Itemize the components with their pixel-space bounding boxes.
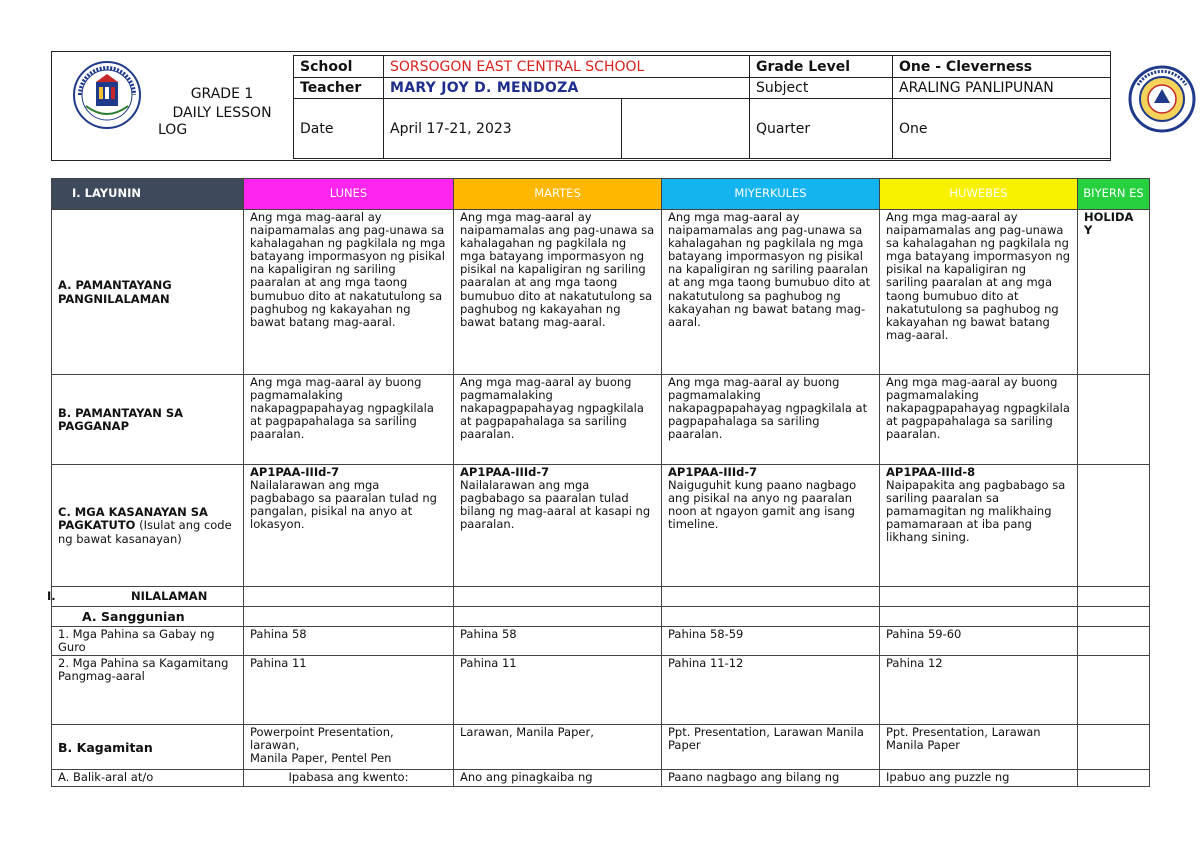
date-empty-cell [622, 99, 750, 159]
cell-martes: Larawan, Manila Paper, [454, 725, 662, 770]
cell-lunes [244, 725, 454, 770]
cell-biyernes [1078, 607, 1150, 627]
teacher-value: MARY JOY D. MENDOZA [384, 78, 750, 99]
school-seal-icon [1128, 65, 1196, 133]
nilalaman-label: NILALAMAN [131, 589, 208, 604]
row-label-pamantayang-pangnilalaman: A. PAMANTAYANG PANGNILALAMAN [52, 210, 244, 375]
table-row [52, 375, 1150, 465]
competency-text: Nailalarawan ang mga pagbabago sa paaralan tulad bilang ng mag-aaral at kasapi ng paaralan. [460, 478, 651, 532]
cell-biyernes [1078, 656, 1150, 725]
cell-biyernes [1078, 375, 1150, 465]
table-row [52, 210, 1150, 375]
cell-martes [454, 465, 662, 587]
cell-huwebes: Pahina 59-60 [880, 627, 1078, 656]
subject-label: Subject [750, 78, 893, 99]
header-layunin: I. LAYUNIN [52, 179, 244, 210]
competency-code: AP1PAA-IIId-7 [668, 465, 758, 479]
cell-miyerkules [662, 587, 880, 607]
cell-huwebes [880, 607, 1078, 627]
title-line-1: GRADE 1 [190, 86, 254, 102]
cell-miyerkules [662, 607, 880, 627]
cell-martes: Ang mga mag-aaral ay naipamamalas ang pag-unawa sa kahalagahan ng pagkilala ng mga batayang impormasyon ng pisikal na kapaligiran ng sariling paaralan at ang mga taong bumubuo dito at nakatutulong sa paghubog ng kakayahan ng bawat batang mag-aaral. [454, 210, 662, 375]
cell-miyerkules: Paano nagbago ang bilang ng [662, 770, 880, 787]
cell-martes: Ang mga mag-aaral ay buong pagmamalaking nakapagpapahayag ngpagkilala at pagpapahalaga sa sariling paaralan. [454, 375, 662, 465]
cell-martes [454, 607, 662, 627]
cell-biyernes [1078, 627, 1150, 656]
table-row [52, 607, 1150, 627]
competency-text: Naiguguhit kung paano nagbago ang pisikal na anyo ng paaralan noon at ngayon gamit ang isang timeline. [668, 478, 857, 532]
kagamitan-line: larawan, [250, 738, 300, 753]
cell-martes [454, 587, 662, 607]
cell-lunes: Pahina 58 [244, 627, 454, 656]
competency-text: Nailalarawan ang mga pagbabago sa paaralan tulad ng pangalan, pisikal na anyo at lokasyon. [250, 478, 437, 532]
table-row [52, 725, 1150, 770]
cell-huwebes: Ipabuo ang puzzle ng [880, 770, 1078, 787]
cell-lunes: Pahina 11 [244, 656, 454, 725]
row-label-nilalaman [47, 587, 244, 607]
cell-lunes: Ipabasa ang kwento: [244, 770, 454, 787]
row-label-kagamitan: B. Kagamitan [52, 725, 244, 770]
table-row [52, 656, 1150, 725]
header-biyernes: BIYERN ES [1078, 179, 1150, 210]
table-row [52, 627, 1150, 656]
header-lunes: LUNES [244, 179, 454, 210]
row-label-kasanayan [52, 465, 244, 587]
kasanayan-label-bold: C. MGA KASANAYAN SA PAGKATUTO [58, 505, 208, 533]
cell-miyerkules: Pahina 11-12 [662, 656, 880, 725]
grade-level-label: Grade Level [750, 56, 893, 78]
cell-huwebes [880, 465, 1078, 587]
nilalaman-roman: I. [47, 589, 56, 604]
title-line-2: DAILY LESSON [172, 105, 272, 121]
table-row [52, 770, 1150, 787]
cell-lunes [244, 607, 454, 627]
cell-lunes [244, 465, 454, 587]
title-line-3: LOG [158, 122, 188, 138]
header-huwebes: HUWEBES [880, 179, 1078, 210]
grade-level-value: One - Cleverness [893, 56, 1111, 78]
cell-martes: Ano ang pinagkaiba ng [454, 770, 662, 787]
row-label-pamantayan-pagganap: B. PAMANTAYAN SA PAGGANAP [52, 375, 244, 465]
date-label: Date [294, 99, 384, 159]
header-info-table [293, 55, 1111, 159]
cell-lunes: Ang mga mag-aaral ay naipamamalas ang pag-unawa sa kahalagahan ng pagkilala ng mga batayang impormasyon ng pisikal na kapaligiran ng sariling paaralan at ang mga taong bumubuo dito at nakatutulong sa paghubog ng kakayahan ng bawat batang mag-aaral. [244, 210, 454, 375]
kasanayan-label-note: (Isulat ang code ng bawat kasanayan) [58, 518, 232, 546]
cell-lunes: Ang mga mag-aaral ay buong pagmamalaking nakapagpapahayag ngpagkilala at pagpapahalaga sa sariling paaralan. [244, 375, 454, 465]
cell-miyerkules: Ppt. Presentation, Larawan Manila Paper [662, 725, 880, 770]
competency-code: AP1PAA-IIId-7 [460, 465, 550, 479]
kagamitan-line: Manila Paper, Pentel Pen [250, 751, 392, 766]
cell-martes: Pahina 58 [454, 627, 662, 656]
table-row [52, 587, 1150, 607]
teacher-label: Teacher [294, 78, 384, 99]
cell-huwebes: Ang mga mag-aaral ay naipamamalas ang pag-unawa sa kahalagahan ng pagkilala ng mga batayang impormasyon ng pisikal na kapaligiran ng sariling paaralan at ang mga taong bumubuo dito at nakatutulong sa paghubog ng kakayahan ng bawat batang mag-aaral. [880, 210, 1078, 375]
row-label-sanggunian: A. Sanggunian [52, 607, 244, 627]
kagamitan-line: Powerpoint Presentation, [250, 725, 394, 739]
deped-seal-icon [72, 60, 142, 130]
cell-biyernes [1078, 725, 1150, 770]
cell-biyernes [1078, 587, 1150, 607]
competency-code: AP1PAA-IIId-8 [886, 465, 976, 479]
school-label: School [294, 56, 384, 78]
cell-huwebes: Ppt. Presentation, Larawan Manila Paper [880, 725, 1078, 770]
document-title [152, 86, 292, 139]
header-miyerkules: MIYERKULES [662, 179, 880, 210]
cell-miyerkules: Ang mga mag-aaral ay naipamamalas ang pag-unawa sa kahalagahan ng pagkilala ng mga batayang impormasyon ng pisikal na kapaligiran ng sariling paaralan at ang mga taong bumubuo dito at nakatutulong sa paghubog ng kakayahan ng bawat batang mag-aaral. [662, 210, 880, 375]
header-martes: MARTES [454, 179, 662, 210]
cell-miyerkules: Ang mga mag-aaral ay buong pagmamalaking nakapagpapahayag ngpagkilala at pagpapahalaga sa sariling paaralan. [662, 375, 880, 465]
cell-huwebes: Ang mga mag-aaral ay buong pagmamalaking nakapagpapahayag ngpagkilala at pagpapahalaga sa sariling paaralan. [880, 375, 1078, 465]
quarter-value: One [893, 99, 1111, 159]
holiday-cell: HOLIDA Y [1078, 210, 1150, 375]
cell-biyernes [1078, 770, 1150, 787]
cell-miyerkules [662, 465, 880, 587]
quarter-label: Quarter [750, 99, 893, 159]
cell-biyernes [1078, 465, 1150, 587]
cell-lunes [244, 587, 454, 607]
cell-martes: Pahina 11 [454, 656, 662, 725]
competency-code: AP1PAA-IIId-7 [250, 465, 340, 479]
competency-text: Naipapakita ang pagbabago sa sariling paaralan sa pamamagitan ng malikhaing pamamaraan at iba pang likhang sining. [886, 478, 1066, 545]
cell-huwebes [880, 587, 1078, 607]
row-label-balik-aral: A. Balik-aral at/o [52, 770, 244, 787]
lesson-table [47, 178, 1150, 787]
table-row [52, 465, 1150, 587]
row-label-gabay-guro: 1. Mga Pahina sa Gabay ng Guro [52, 627, 244, 656]
subject-value: ARALING PANLIPUNAN [893, 78, 1111, 99]
row-label-kagamitang-pangmag-aaral: 2. Mga Pahina sa Kagamitang Pangmag-aaral [52, 656, 244, 725]
table-header-row [52, 179, 1150, 210]
school-value: SORSOGON EAST CENTRAL SCHOOL [384, 56, 750, 78]
date-value: April 17-21, 2023 [384, 99, 622, 159]
cell-miyerkules: Pahina 58-59 [662, 627, 880, 656]
cell-huwebes: Pahina 12 [880, 656, 1078, 725]
